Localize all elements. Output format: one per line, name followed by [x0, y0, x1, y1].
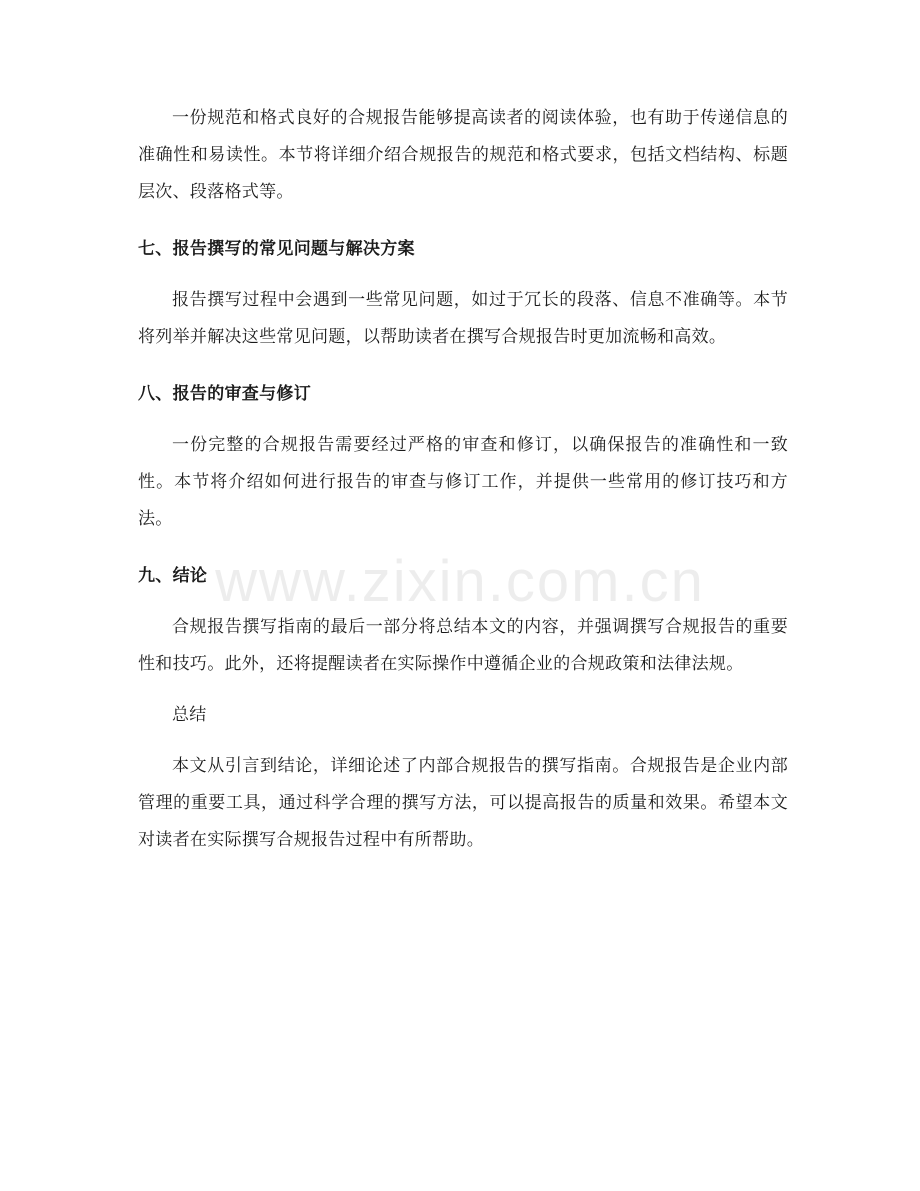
watermark: www.zixin.com.cn	[215, 549, 705, 614]
document-page	[138, 100, 788, 859]
intro-paragraph: 一份规范和格式良好的合规报告能够提高读者的阅读体验，也有助于传递信息的准确性和易读性。本节将详细介绍合规报告的规范和格式要求，包括文档结构、标题层次、段落格式等。	[138, 108, 788, 202]
section-heading-7: 七、报告撰写的常见问题与解决方案	[138, 239, 415, 259]
section-body-8: 一份完整的合规报告需要经过严格的审查和修订，以确保报告的准确性和一致性。本节将介绍如何进行报告的审查与修订工作，并提供一些常用的修订技巧和方法。	[138, 435, 788, 529]
section-heading-9: 九、结论	[138, 566, 208, 586]
summary-paragraph: 本文从引言到结论，详细论述了内部合规报告的撰写指南。合规报告是企业内部管理的重要工具，通过科学合理的撰写方法，可以提高报告的质量和效果。希望本文对读者在实际撰写合规报告过程中有所帮助。	[138, 756, 788, 850]
section-heading-8: 八、报告的审查与修订	[138, 384, 311, 404]
section-body-7: 报告撰写过程中会遇到一些常见问题，如过于冗长的段落、信息不准确等。本节将列举并解决这些常见问题，以帮助读者在撰写合规报告时更加流畅和高效。	[138, 290, 788, 347]
summary-label: 总结	[172, 705, 207, 725]
section-body-9: 合规报告撰写指南的最后一部分将总结本文的内容，并强调撰写合规报告的重要性和技巧。此外，还将提醒读者在实际操作中遵循企业的合规政策和法律法规。	[138, 617, 788, 674]
